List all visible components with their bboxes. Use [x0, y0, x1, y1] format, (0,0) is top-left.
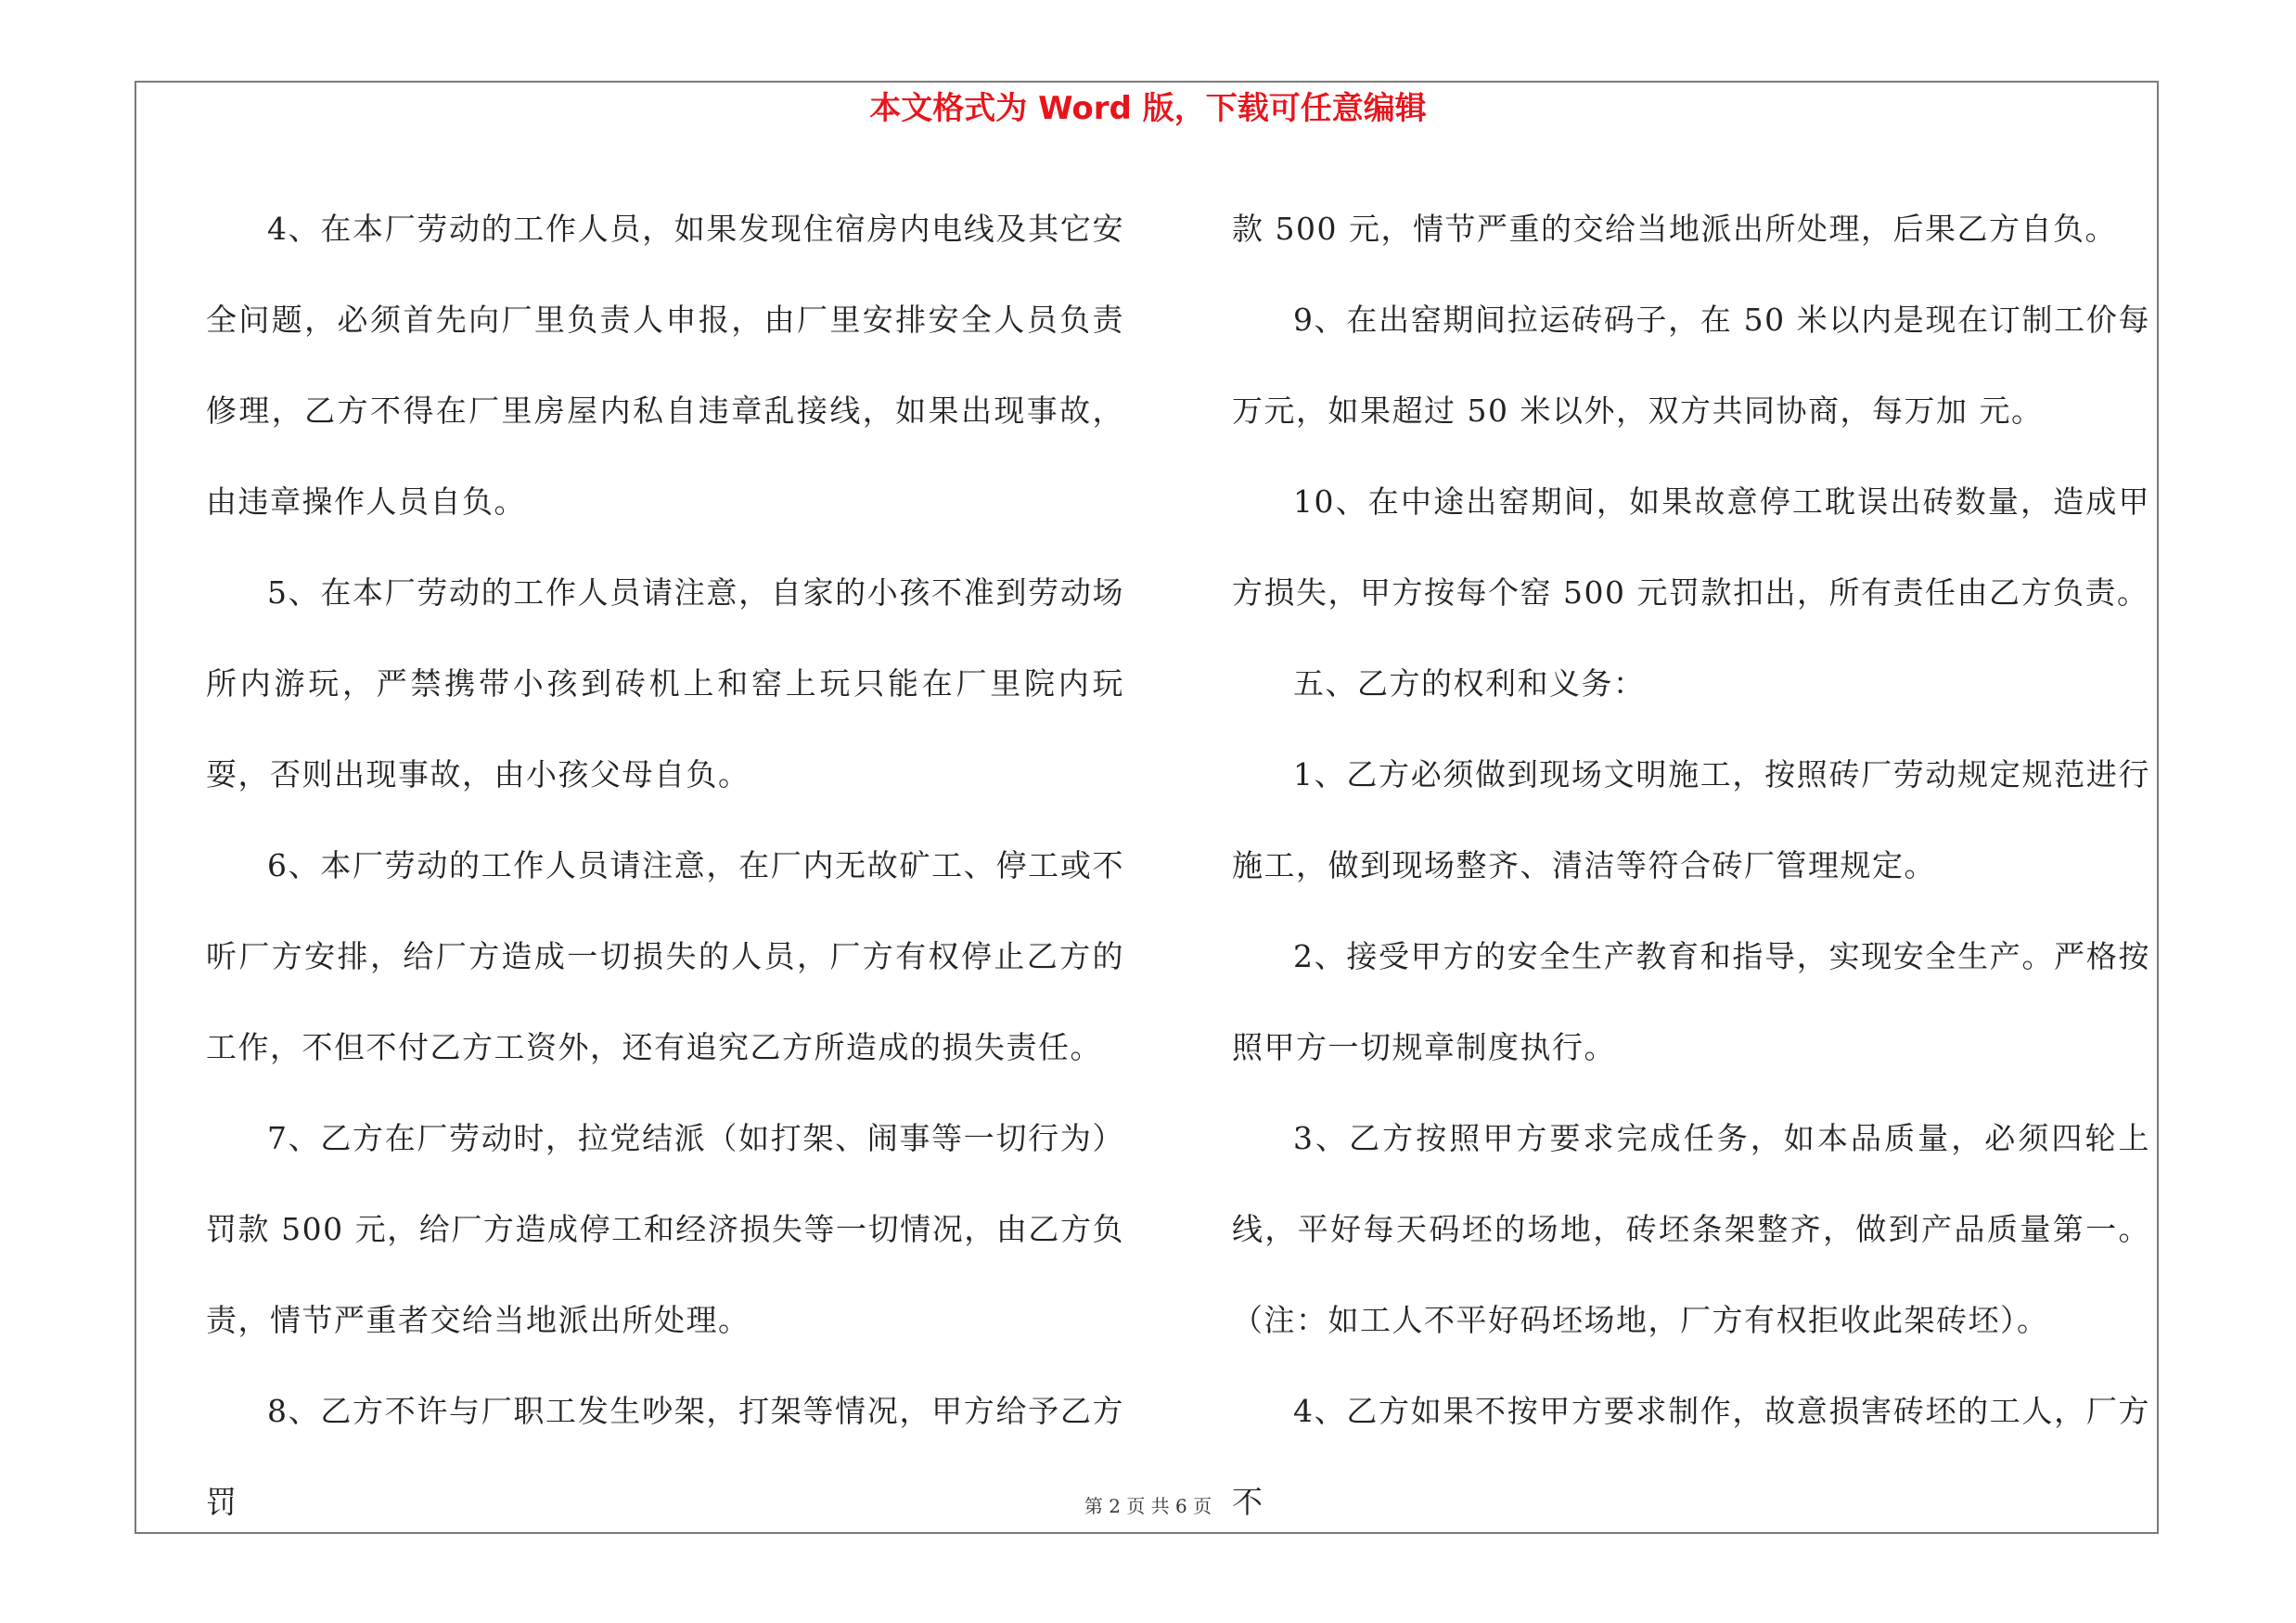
paragraph-duty-2: 2、接受甲方的安全生产教育和指导，实现安全生产。严格按照甲方一切规章制度执行。: [1232, 938, 2150, 1065]
paragraph-item-7: 7、乙方在厂劳动时，拉党结派（如打架、闹事等一切行为）罚款 500 元，给厂方造成停工和经济损失等一切情况，由乙方负责，情节严重者交给当地派出所处理。: [206, 1120, 1124, 1338]
paragraph-item-8-continued: 款 500 元，情节严重的交给当地派出所处理，后果乙方自负。: [1232, 211, 2117, 247]
page-number-footer: 第 2 页 共 6 页: [1084, 1495, 1212, 1517]
right-text-column: [1232, 184, 2150, 1548]
paragraph-item-5: 5、在本厂劳动的工作人员请注意，自家的小孩不准到劳动场所内游玩，严禁携带小孩到砖机上和窑上玩只能在厂里院内玩耍，否则出现事故，由小孩父母自负。: [206, 574, 1124, 792]
paragraph-item-10: 10、在中途出窑期间，如果故意停工耽误出砖数量，造成甲方损失，甲方按每个窑 500 元罚款扣出，所有责任由乙方负责。: [1232, 483, 2150, 611]
paragraph-duty-3: 3、乙方按照甲方要求完成任务，如本品质量，必须四轮上线，平好每天码坯的场地，砖坯条架整齐，做到产品质量第一。（注：如工人不平好码坯场地，厂方有权拒收此架砖坯）。: [1232, 1120, 2150, 1338]
left-text-column: [206, 184, 1124, 1548]
paragraph-item-8: 8、乙方不许与厂职工发生吵架，打架等情况，甲方给予乙方罚: [206, 1393, 1124, 1520]
document-format-note: 本文格式为 Word 版，下载可任意编辑: [869, 90, 1427, 127]
paragraph-item-6: 6、本厂劳动的工作人员请注意，在厂内无故矿工、停工或不听厂方安排，给厂方造成一切损失的人员，厂方有权停止乙方的工作，不但不付乙方工资外，还有追究乙方所造成的损失责任。: [206, 847, 1124, 1065]
paragraph-duty-1: 1、乙方必须做到现场文明施工，按照砖厂劳动规定规范进行施工，做到现场整齐、清洁等符合砖厂管理规定。: [1232, 756, 2150, 883]
section-heading-party-b-rights: 五、乙方的权利和义务：: [1293, 665, 1646, 702]
paragraph-duty-4: 4、乙方如果不按甲方要求制作，故意损害砖坯的工人，厂方不: [1232, 1393, 2150, 1520]
paragraph-item-4: 4、在本厂劳动的工作人员，如果发现住宿房内电线及其它安全问题，必须首先向厂里负责人申报，由厂里安排安全人员负责修理，乙方不得在厂里房屋内私自违章乱接线，如果出现事故，由违章操作人员自负。: [206, 211, 1124, 520]
paragraph-item-9: 9、在出窑期间拉运砖码子，在 50 米以内是现在订制工价每万元，如果超过 50 米以外，双方共同协商，每万加 元。: [1232, 302, 2150, 429]
